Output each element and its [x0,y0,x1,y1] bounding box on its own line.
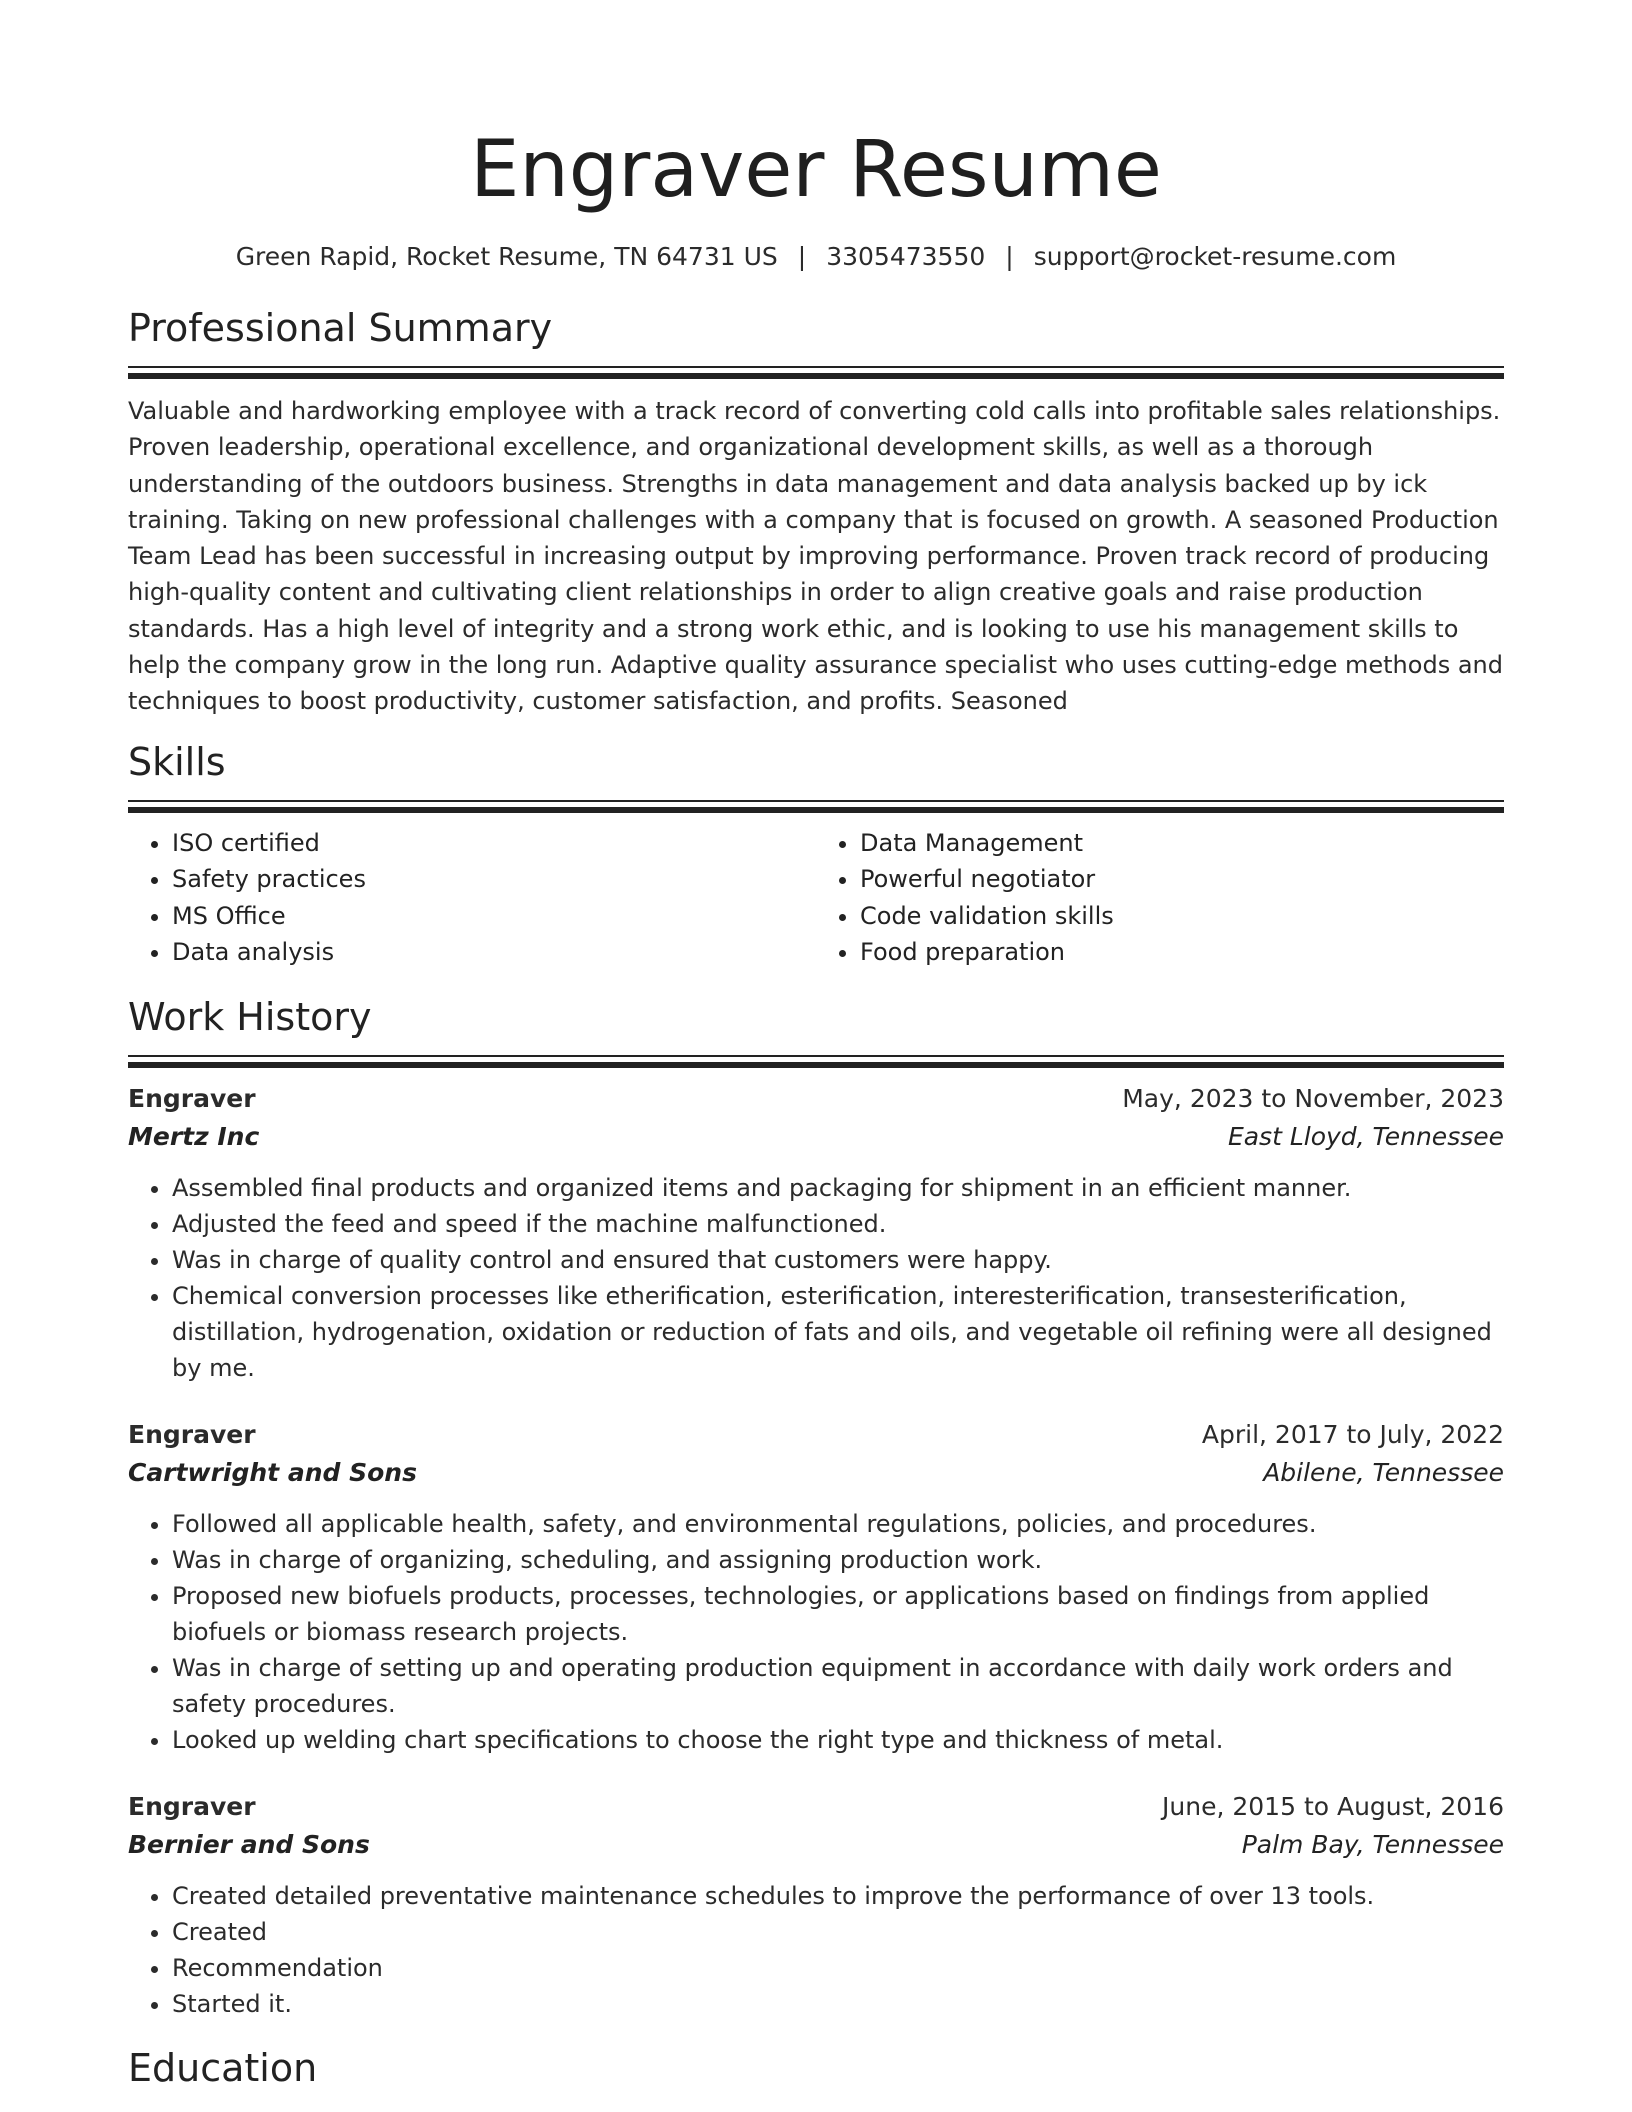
education-section [128,2044,1504,2092]
contact-address: Green Rapid, Rocket Resume, TN 64731 US [235,242,778,271]
job-bullet: • Was in charge of quality control and ensured that customers were happy. [172,1242,1504,1278]
skill-item: • Safety practices [172,861,816,898]
job-subheader-row [128,1118,1504,1156]
job-header-row [128,1788,1504,1826]
job-bullet: • Was in charge of organizing, scheduling, and assigning production work. [172,1542,1504,1578]
section-heading-skills: Skills [128,739,226,784]
skills-columns [128,825,1504,971]
skill-item: • Data analysis [172,934,816,971]
job-bullet: • Was in charge of setting up and operating production equipment in accordance with daily work orders and safety procedures. [172,1650,1504,1722]
job-header-row [128,1080,1504,1118]
job-bullet: • Followed all applicable health, safety, and environmental regulations, policies, and procedures. [172,1506,1504,1542]
job-bullets [128,1170,1504,1386]
skill-item: • Powerful negotiator [860,861,1504,898]
contact-email[interactable]: support@rocket-resume.com [1033,242,1397,271]
summary-text: Valuable and hardworking employee with a track record of converting cold calls into profitable sales relationships. Proven leadership, operational excellence, and organizational development skills, as well as a thorough understanding of the outdoors business. Strengths in data management and data analysis backed up by ick training. Taking on new professional challenges with a company that is focused on growth. A seasoned Production Team Lead has been successful in increasing output by improving performance. Proven track record of producing high-quality content and cultivating client relationships in order to align creative goals and raise production standards. Has a high level of integrity and a strong work ethic, and is looking to use his management skills to help the company grow in the long run. Adaptive quality assurance specialist who uses cutting-edge methods and techniques to boost productivity, customer satisfaction, and profits. Seasoned [128,397,1503,716]
job-bullet: • Adjusted the feed and speed if the machine malfunctioned. [172,1206,1504,1242]
contact-line [128,240,1504,274]
contact-separator: | [1005,242,1014,271]
skills-section [128,738,1504,971]
job-company: Cartwright and Sons [128,1457,417,1487]
job-dates: May, 2023 to November, 2023 [1122,1083,1504,1113]
job-company: Bernier and Sons [128,1829,370,1859]
section-divider-thick [128,373,1504,379]
section-divider-thick [128,1062,1504,1068]
contact-phone: 3305473550 [826,242,986,271]
resume-title: Engraver Resume [470,125,1162,215]
skills-list-right [816,825,1504,971]
job-subheader-row [128,1826,1504,1864]
skill-item: • Food preparation [860,934,1504,971]
section-divider [128,800,1504,802]
section-divider-thick [128,807,1504,813]
job-bullet: • Created detailed preventative maintenance schedules to improve the performance of over 13 tools. [172,1878,1504,1914]
job-title: Engraver [128,1419,256,1449]
job-company: Mertz Inc [128,1121,260,1151]
job-bullet: • Looked up welding chart specifications to choose the right type and thickness of metal. [172,1722,1504,1758]
job-location: Abilene, Tennessee [1263,1457,1504,1487]
section-divider [128,366,1504,368]
skill-item: • ISO certified [172,825,816,862]
skill-item: • MS Office [172,898,816,935]
job-entry [128,1080,1504,1386]
job-location: Palm Bay, Tennessee [1241,1829,1504,1859]
job-bullets [128,1506,1504,1758]
work-history-section [128,993,1504,2022]
job-subheader-row [128,1454,1504,1492]
summary-section [128,304,1504,720]
job-header-row [128,1416,1504,1454]
job-bullet: • Chemical conversion processes like etherification, esterification, interesterification, transesterification, distillation, hydrogenation, oxidation or reduction of fats and oils, and vegetable oil refining were all designed by me. [172,1278,1504,1386]
section-heading-summary: Professional Summary [128,306,553,350]
job-entry [128,1788,1504,2022]
job-bullet: • Created [172,1914,1504,1950]
job-dates: April, 2017 to July, 2022 [1201,1419,1504,1449]
section-divider [128,1055,1504,1057]
job-dates: June, 2015 to August, 2016 [1162,1791,1504,1821]
job-bullet: • Proposed new biofuels products, processes, technologies, or applications based on findings from applied biofuels or biomass research projects. [172,1578,1504,1650]
job-bullet: • Assembled final products and organized items and packaging for shipment in an efficient manner. [172,1170,1504,1206]
job-title: Engraver [128,1791,256,1821]
section-heading-education: Education [128,2045,318,2090]
contact-separator: | [797,242,807,271]
job-bullet: • Started it. [172,1986,1504,2022]
skill-item: • Code validation skills [860,898,1504,935]
job-bullet: • Recommendation [172,1950,1504,1986]
section-heading-work-history: Work History [128,994,372,1039]
job-bullets [128,1878,1504,2022]
job-location: East Lloyd, Tennessee [1227,1121,1504,1151]
job-title: Engraver [128,1083,256,1113]
skills-list-left [128,825,816,971]
skill-item: • Data Management [860,825,1504,862]
job-entry [128,1416,1504,1758]
